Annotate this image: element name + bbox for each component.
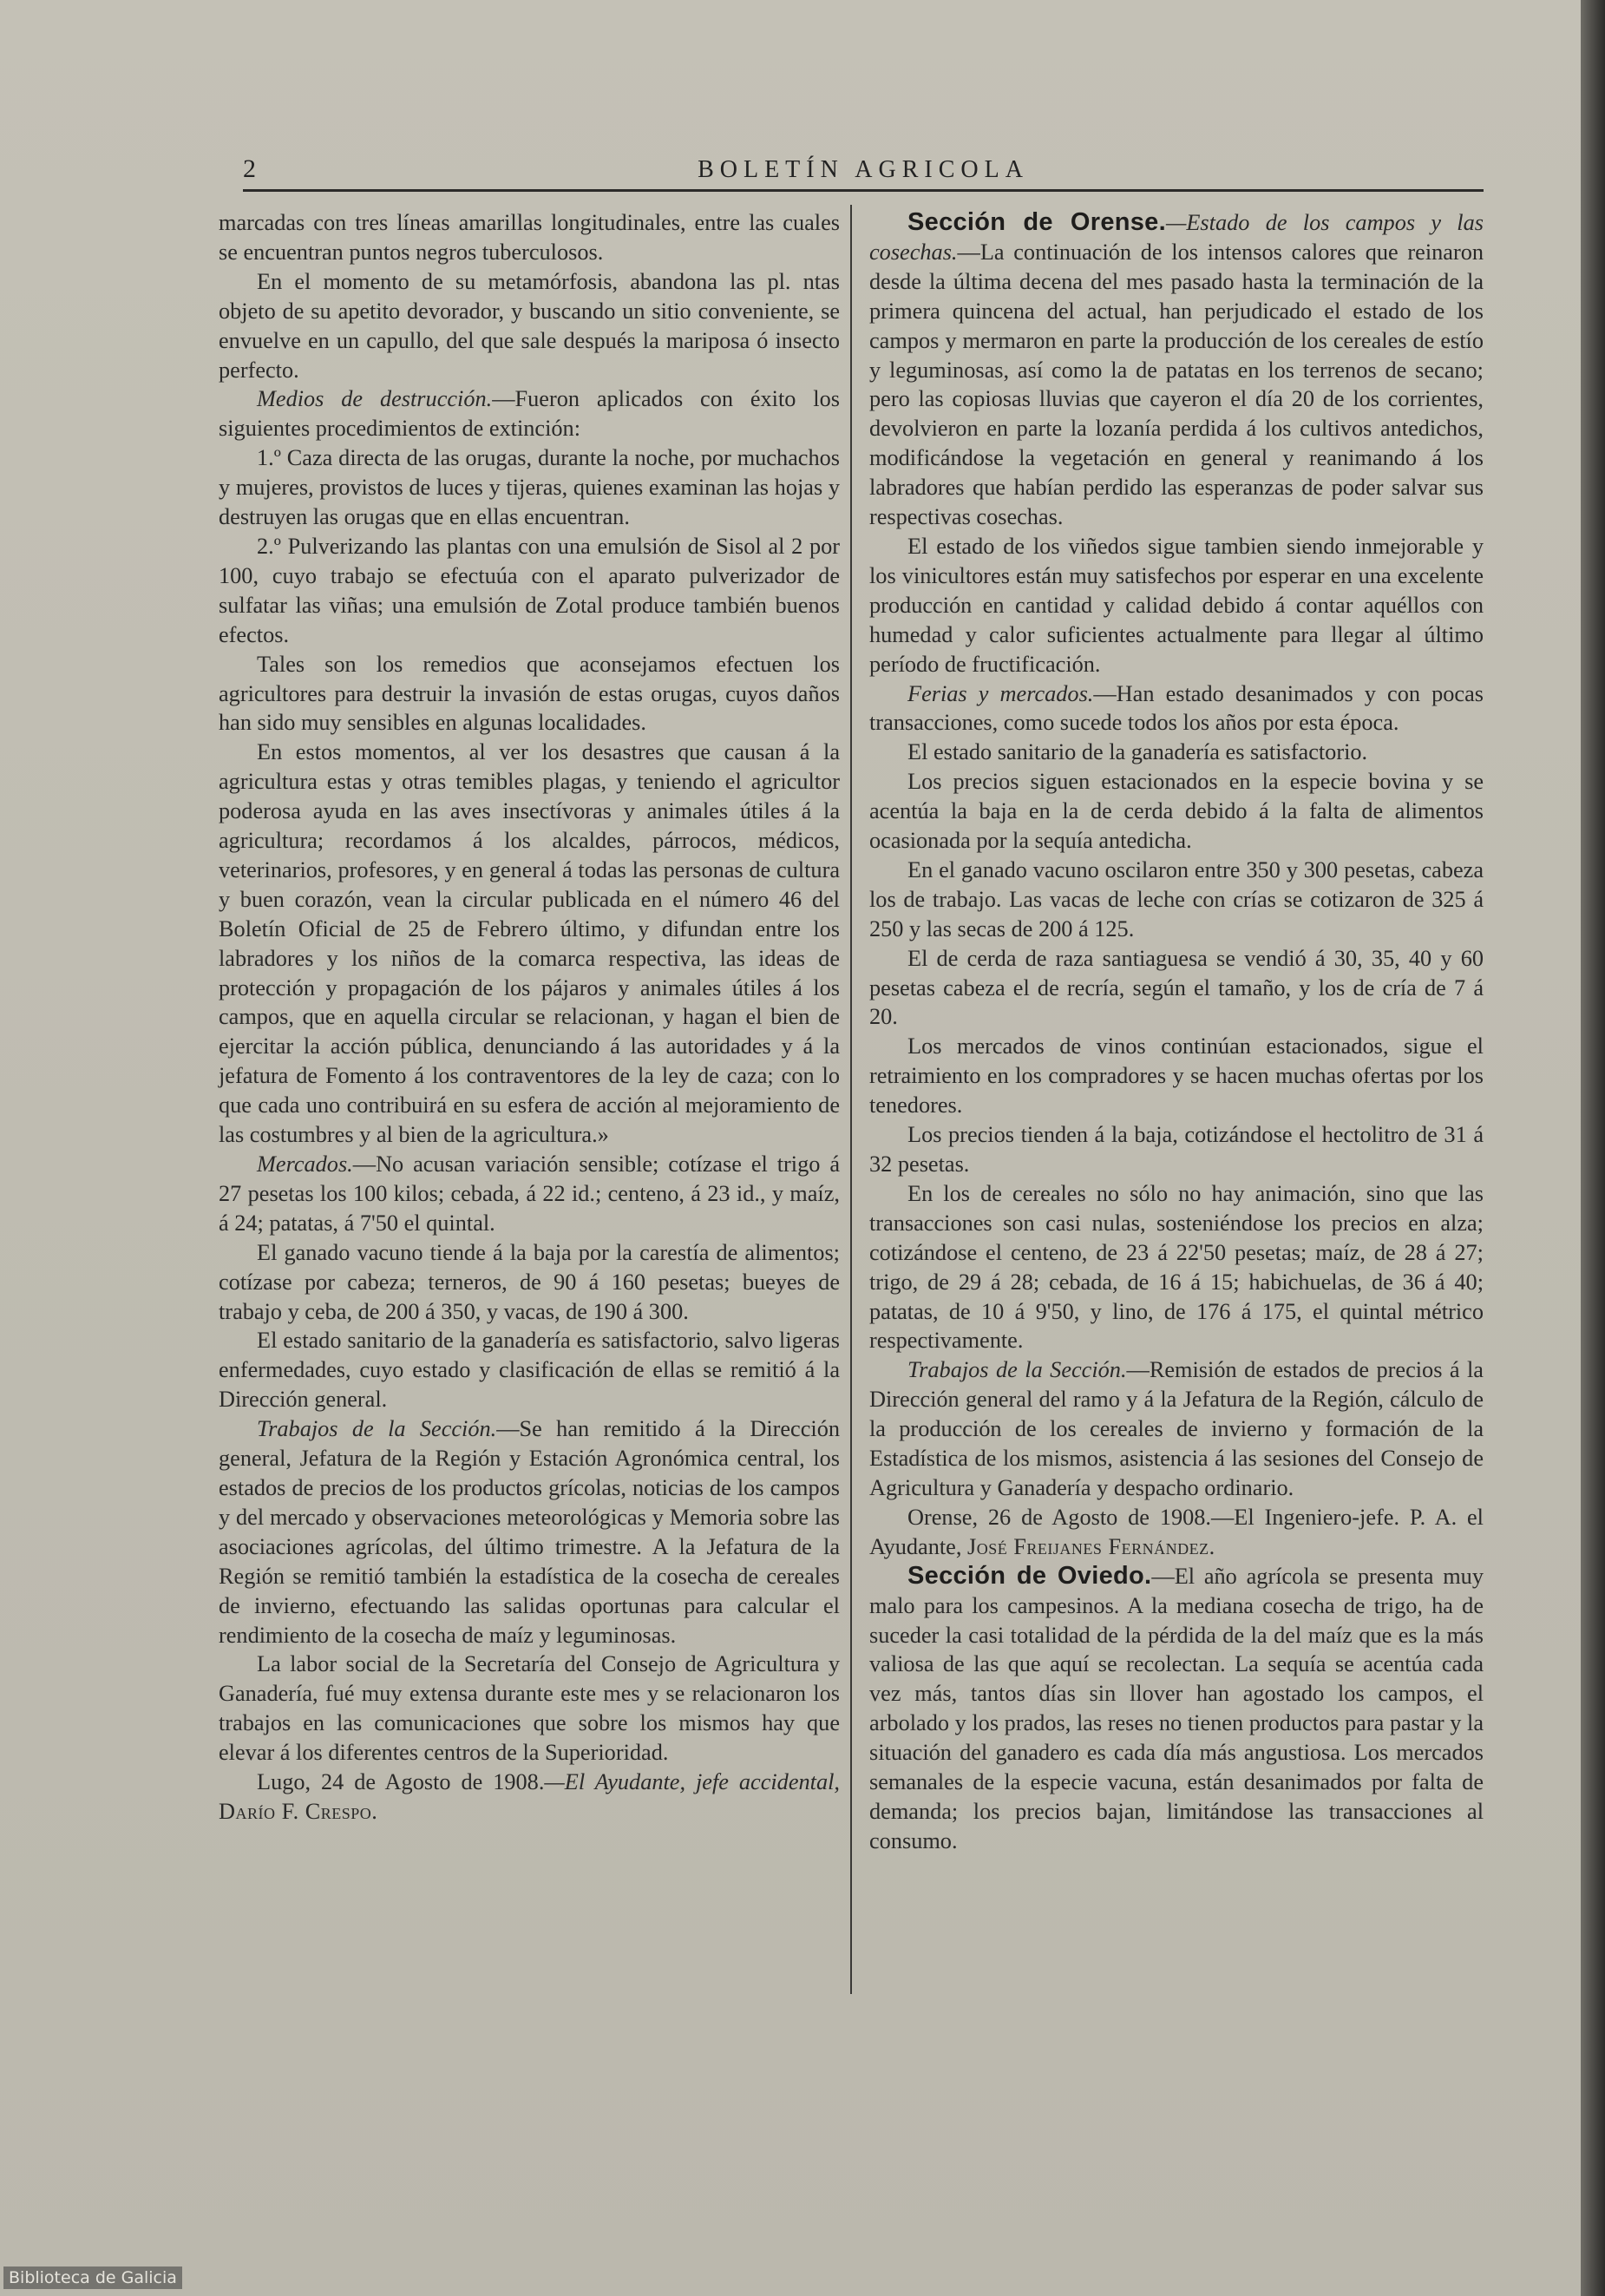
paragraph: La labor social de la Secretaría del Consejo de Agricultura y Ganadería, fué muy extensa durante este mes y se relacionaron los trabajos en las comunicaciones que sobre los mismos hay que elevar á los diferentes centros de la Superioridad. xyxy=(219,1651,840,1766)
paragraph: Los mercados de vinos continúan estacionados, sigue el retraimiento en los compradores y se hacen muchas ofertas por los tenedores. xyxy=(869,1033,1484,1118)
section-heading: Sección de Orense. xyxy=(907,208,1166,236)
paragraph: El estado sanitario de la ganadería es satisfactorio, salvo ligeras enfermedades, cuyo estado y clasificación de ellas se remitió á la Dirección general. xyxy=(219,1328,840,1413)
paragraph: El estado de los viñedos sigue tambien siendo inmejorable y los vinicultores están muy satisfechos por esperar en una excelente producción en cantidad y calidad debido á contar aquéllos con humedad y calor suficientes actualmente para llegar al último período de fructificación. xyxy=(869,533,1484,677)
paragraph: Los precios tienden á la baja, cotizándose el hectolitro de 31 á 32 pesetas. xyxy=(869,1122,1484,1177)
page-header xyxy=(243,154,1484,192)
paragraph: marcadas con tres líneas amarillas longitudinales, entre las cuales se encuentran puntos negros tuberculosos. xyxy=(219,210,840,265)
paragraph: El ganado vacuno tiende á la baja por la carestía de alimentos; cotízase por cabeza; terneros, de 90 á 160 pesetas; bueyes de trabajo y ceba, de 200 á 350, y vacas, de 190 á 300. xyxy=(219,1239,840,1324)
paragraph: Mercados.—No acusan variación sensible; cotízase el trigo á 27 pesetas los 100 kilos; cebada, á 22 id.; centeno, á 23 id., y maíz, á 24; patatas, á 7'50 el quintal. xyxy=(219,1151,840,1236)
paragraph: Medios de destrucción.—Fueron aplicados con éxito los siguientes procedimientos de extinción: xyxy=(219,386,840,442)
paragraph-title: Mercados. xyxy=(257,1151,353,1177)
paragraph: Ferias y mercados.—Han estado desanimados y con pocas transacciones, como sucede todos los años por esta época. xyxy=(869,680,1484,736)
paragraph: Tales son los remedios que aconsejamos efectuen los agricultores para destruir la invasión de estas orugas, cuyos daños han sido muy sensibles en algunas localidades. xyxy=(219,651,840,736)
section-oviedo: Sección de Oviedo.—El año agrícola se presenta muy malo para los campesinos. A la mediana cosecha de trigo, ha de suceder la casi totalidad de la pérdida de la del maíz que es la más valiosa de las que aquí se recolectan. La sequía se acentúa cada vez más, tantos días sin llover han agostado los campos, el arbolado y los prados, las reses no tienen productos para pastar y la situación del ganadero es cada día más angustiosa. Los mercados semanales de la especie vacuna, están desanimados por falta de demanda; los precios bajan, limitándose las transacciones al consumo. xyxy=(869,1561,1484,1853)
paragraph-title: Ferias y mercados. xyxy=(907,680,1094,706)
library-watermark: Biblioteca de Galicia xyxy=(3,2266,182,2289)
section-orense: Sección de Orense.—Estado de los campos y las cosechas.—La continuación de los intensos calores que reinaron desde la última decena del mes pasado hasta la terminación de la primera quincena del actual, han perjudicado el estado de los campos y mermaron en parte la producción de los cereales de estío y leguminosas, así como la de patatas en los terrenos de secano; pero las copiosas lluvias que cayeron el día 20 de los corrientes, devolvieron en parte la lozanía perdida á los cultivos antedichos, modificándose la vegetación en general y reanimando á los labradores que habían perdido las esperanzas de poder salvar sus respectivas cosechas. xyxy=(869,208,1484,530)
paragraph-title: Trabajos de la Sección. xyxy=(257,1416,497,1442)
right-column xyxy=(869,208,1484,1856)
paragraph: En estos momentos, al ver los desastres que causan á la agricultura estas y otras temibles plagas, y teniendo el agricultor poderosa ayuda en las aves insectívoras y animales útiles á la agricultura; recordamos á los alcaldes, párrocos, médicos, veterinarios, profesores, y en general á todas las personas de cultura y buen corazón, vean la circular publicada en el número 46 del Boletín Oficial de 25 de Febrero último, y difundan entre los labradores y los niños de la comarca respectiva, las ideas de protección y propagación de los pájaros y animales útiles á los campos, que en aquella circular se relacionan, y hagan el bien de ejercitar la acción pública, denunciando á las autoridades y á la jefatura de Fomento á los contraventores de la ley de caza; con lo que cada uno contribuirá en su esfera de acción al mejoramiento de las costumbres y al bien de la agricultura.» xyxy=(219,739,840,1148)
paragraph: En el ganado vacuno oscilaron entre 350 y 300 pesetas, cabeza los de trabajo. Las vacas de leche con crías se cotizaron de 325 á 250 y las secas de 200 á 125. xyxy=(869,856,1484,941)
paragraph: En los de cereales no sólo no hay animación, sino que las transacciones son casi nulas, sosteniéndose los precios en alza; cotizándose el centeno, de 23 á 22'50 pesetas; maíz, de 28 á 27; trigo, de 29 á 28; cebada, de 16 á 15; habichuelas, de 36 á 40; patatas, de 10 á 9'50, y lino, de 176 á 175, el quintal métrico respectivamente. xyxy=(869,1180,1484,1354)
paragraph-title: Trabajos de la Sección. xyxy=(907,1357,1127,1383)
paragraph: El estado sanitario de la ganadería es satisfactorio. xyxy=(907,739,1368,765)
column-divider xyxy=(850,205,852,1994)
list-item: 1.º Caza directa de las orugas, durante la noche, por muchachos y mujeres, provistos de luces y tijeras, quienes examinan las hojas y destruyen las orugas que en ellas encuentran. xyxy=(219,445,840,530)
page-number: 2 xyxy=(243,154,256,183)
paragraph: En el momento de su metamórfosis, abandona las pl. ntas objeto de su apetito devorador, y buscando un sitio conveniente, se envuelve en un capullo, del que sale después la mariposa ó insecto perfecto. xyxy=(219,268,840,383)
page-edge-shadow xyxy=(1581,0,1605,2296)
signatory-name: Darío F. Crespo. xyxy=(219,1798,378,1824)
list-item: 2.º Pulverizando las plantas con una emulsión de Sisol al 2 por 100, cuyo trabajo se efectuúa con el aparato pulverizador de sulfatar las viñas; una emulsión de Zotal produce también buenos efectos. xyxy=(219,533,840,647)
paragraph: El de cerda de raza santiaguesa se vendió á 30, 35, 40 y 60 pesetas cabeza el de recría, según el tamaño, y los de cría de 7 á 20. xyxy=(869,945,1484,1030)
section-subtitle: —Estado de los campos y las cosechas. xyxy=(869,210,1484,265)
paragraph: Los precios siguen estacionados en la especie bovina y se acentúa la baja en la de cerda debido á la falta de alimentos ocasionada por la sequía antedicha. xyxy=(869,769,1484,854)
journal-title: BOLETÍN AGRICOLA xyxy=(698,156,1029,183)
section-heading: Sección de Oviedo. xyxy=(907,1561,1152,1590)
paragraph-title: Medios de destrucción. xyxy=(257,386,493,412)
paragraph: Trabajos de la Sección.—Remisión de estados de precios á la Dirección general del ramo y á la Jefatura de la Región, cálculo de la producción de los cereales de invierno y formación de la Estadística de los mismos, asistencia á las sesiones del Consejo de Agricultura y Ganadería y despacho ordinario. xyxy=(869,1357,1484,1500)
signature-line: Orense, 26 de Agosto de 1908.—El Ingeniero-jefe. P. A. el Ayudante, José Freijanes Fernández. xyxy=(869,1504,1484,1559)
paragraph: Trabajos de la Sección.—Se han remitido á la Dirección general, Jefatura de la Región y Estación Agronómica central, los estados de precios de los productos grícolas, noticias de los campos y del mercado y observaciones meteorológicas y Memoria sobre las asociaciones agrícolas, del último trimestre. A la Jefatura de la Región se remitió también la estadística de la cosecha de cereales de invierno, efectuando las salidas oportunas para calcular el rendimiento de la cosecha de maíz y leguminosas. xyxy=(219,1416,840,1648)
left-column xyxy=(219,208,840,1827)
signature-line: Lugo, 24 de Agosto de 1908.—El Ayudante, jefe accidental, Darío F. Crespo. xyxy=(219,1769,840,1824)
signatory-name: José Freijanes Fernández. xyxy=(966,1533,1215,1559)
